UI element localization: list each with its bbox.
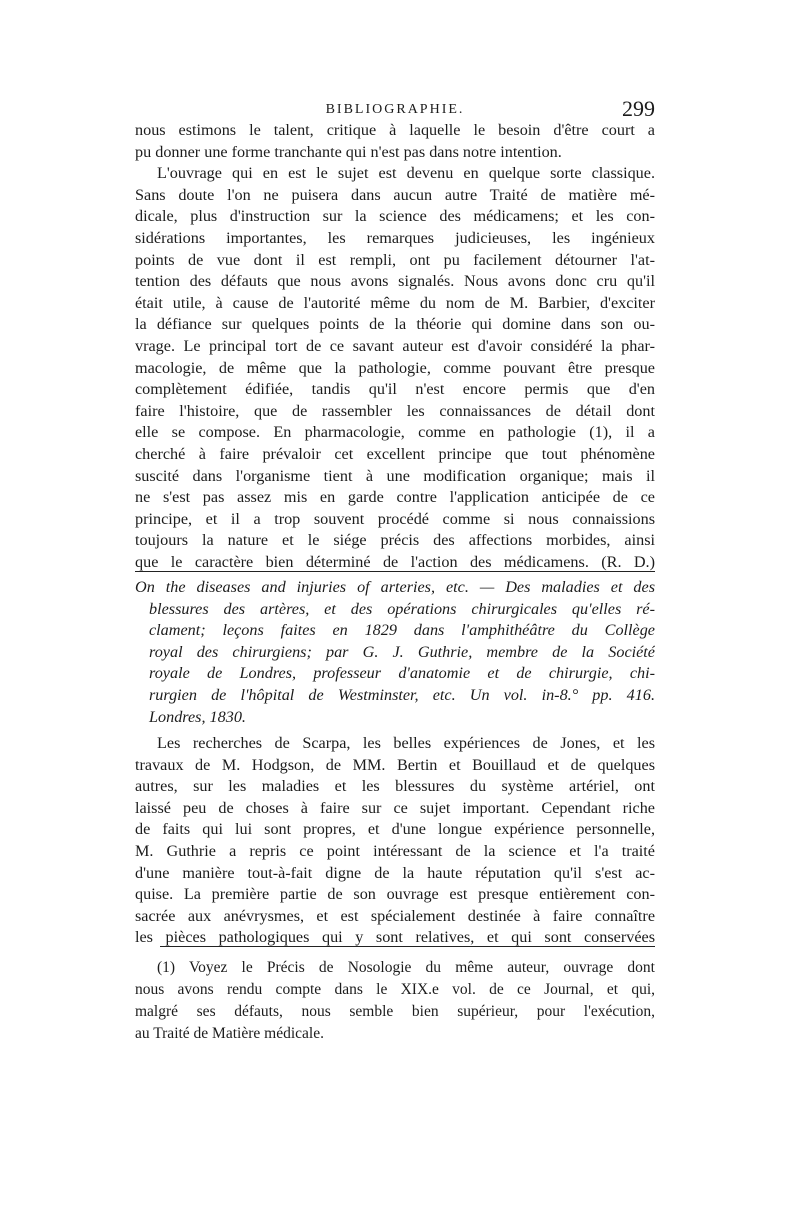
text-line: autres, sur les maladies et les blessures du système artériel, ont: [135, 777, 655, 796]
text-line-signature: que le caractère bien déterminé de l'action des médicamens. (R. D.): [135, 552, 655, 571]
text-line: laissé peu de choses à faire sur ce sujet important. Cependant riche: [135, 798, 655, 817]
text-line: travaux de M. Hodgson, de MM. Bertin et Bouillaud et de quelques: [135, 755, 655, 774]
review-paragraph-end: [135, 120, 655, 573]
text-line: vrage. Le principal tort de ce savant auteur est d'avoir considéré la phar-: [135, 336, 655, 355]
footnote-divider: [160, 946, 655, 947]
text-line: nous estimons le talent, critique à laquelle le besoin d'être court a: [135, 121, 655, 139]
text-line: dicale, plus d'instruction sur la science des médicamens; et les con-: [135, 207, 655, 226]
text-line: sacrée aux anévrysmes, et est spécialement destinée à faire connaître: [135, 906, 655, 925]
text-line: Les recherches de Scarpa, les belles expériences de Jones, et les: [157, 734, 655, 752]
text-line: tention des défauts que nous avons signalés. Nous avons donc cru qu'il: [135, 272, 655, 291]
citation-line: On the diseases and injuries of arteries, etc. — Des maladies et des: [135, 578, 655, 596]
section-divider: [135, 571, 655, 572]
footnote-line: malgré ses défauts, nous semble bien supérieur, pour l'exécution,: [135, 1003, 655, 1020]
text-line: L'ouvrage qui en est le sujet est devenu en quelque sorte classique.: [157, 164, 655, 183]
text-line: toujours la nature et le siége précis des affections morbides, ainsi: [135, 531, 655, 550]
page-header: [135, 96, 655, 122]
text-line: elle se compose. En pharmacologie, comme en pathologie (1), il a: [135, 423, 655, 442]
text-line: complètement édifiée, tandis qu'il n'est encore permis que d'en: [135, 380, 655, 399]
text-line: cherché à faire prévaloir cet excellent principe que tout phénomène: [135, 444, 655, 463]
text-line: était utile, à cause de l'autorité même du nom de M. Barbier, d'exciter: [135, 293, 655, 312]
footnote-line: (1) Voyez le Précis de Nosologie du même auteur, ouvrage dont: [157, 959, 655, 976]
text-line: d'une manière tout-à-fait digne de la haute réputation qu'il s'est ac-: [135, 863, 655, 882]
citation-line: royal des chirurgiens; par G. J. Guthrie, membre de la Société: [149, 642, 655, 661]
text-line: de faits qui lui sont propres, et d'une longue expérience personnelle,: [135, 820, 655, 839]
running-head: BIBLIOGRAPHIE.: [325, 102, 465, 117]
text-line: macologie, de même que la pathologie, comme pouvant être presque: [135, 358, 655, 377]
book-citation: [135, 577, 655, 728]
text-line: M. Guthrie a repris ce point intéressant de la science et l'a traité: [135, 841, 655, 860]
footnote: [135, 957, 655, 1045]
citation-line: clament; leçons faites en 1829 dans l'amphithéâtre du Collège: [149, 621, 655, 640]
text-line: pu donner une forme tranchante qui n'est pas dans notre intention.: [135, 142, 562, 161]
citation-line: royale de Londres, professeur d'anatomie et de chirurgie, chi-: [149, 664, 655, 683]
citation-line: blessures des artères, et des opérations chirurgicales qu'elles ré-: [149, 599, 655, 618]
citation-line: rurgien de l'hôpital de Westminster, etc. Un vol. in-8.° pp. 416.: [149, 685, 655, 704]
text-line: principe, et il a trop souvent procédé comme si nous connaissions: [135, 509, 655, 528]
review-paragraph: [135, 733, 655, 949]
text-line: ne s'est pas assez mis en garde contre l'application anticipée de ce: [135, 488, 655, 507]
citation-line: Londres, 1830.: [149, 707, 246, 726]
text-line: les pièces pathologiques qui y sont relatives, et qui sont conservées: [135, 928, 655, 947]
text-line: sidérations importantes, les remarques judicieuses, les ingénieux: [135, 228, 655, 247]
page-number: 299: [622, 96, 655, 121]
text-line: quise. La première partie de son ouvrage est presque entièrement con-: [135, 885, 655, 904]
text-line: points de vue dont il est rempli, ont pu facilement détourner l'at-: [135, 250, 655, 269]
text-line: suscité dans l'organisme tient à une modification organique; mais il: [135, 466, 655, 485]
text-line: faire l'histoire, que de rassembler les connaissances de détail dont: [135, 401, 655, 420]
footnote-line: au Traité de Matière médicale.: [135, 1025, 324, 1042]
footnote-line: nous avons rendu compte dans le XIX.e vol. de ce Journal, et qui,: [135, 981, 655, 998]
text-line: Sans doute l'on ne puisera dans aucun autre Traité de matière mé-: [135, 185, 655, 204]
text-line: la défiance sur quelques points de la théorie qui domine dans son ou-: [135, 315, 655, 334]
